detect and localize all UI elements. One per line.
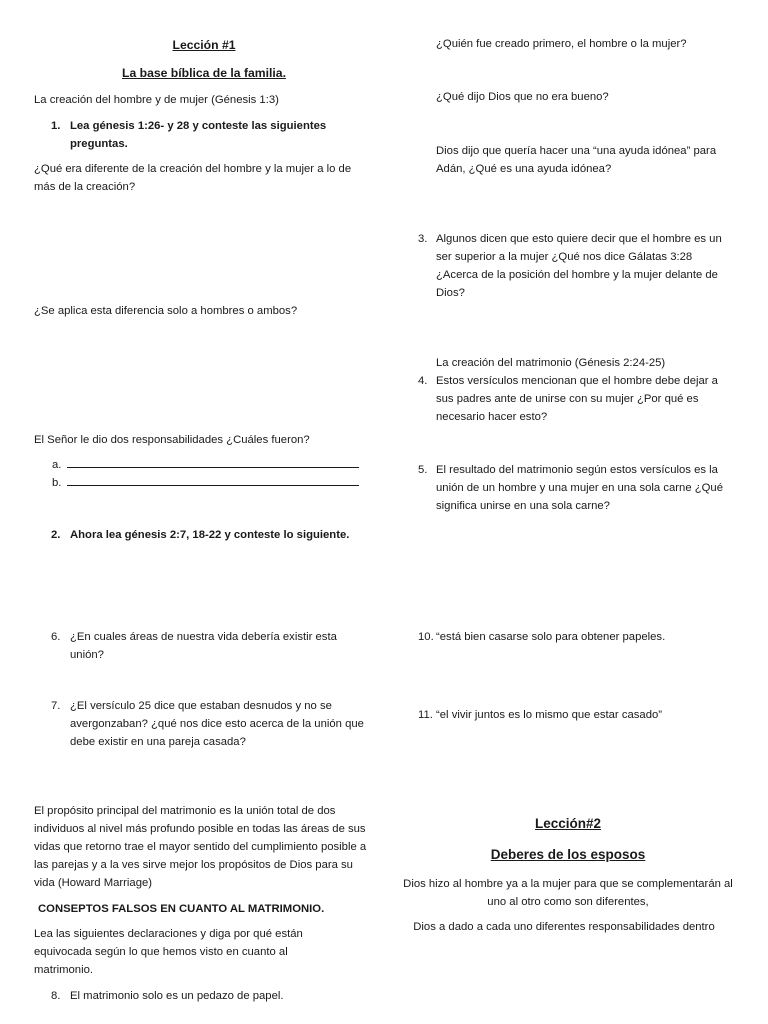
question-text: ¿El versículo 25 dice que estaban desnudos y no se avergonzaban? ¿qué nos dice esto acerca de la unión que debe existir en una pareja casada? — [70, 700, 364, 748]
paragraph-difference: ¿Qué era diferente de la creación del hombre y la mujer a lo de más de la creación? — [34, 163, 352, 193]
lesson-1-title: Lección #1 — [172, 38, 236, 52]
question-number: 7. — [51, 700, 61, 712]
question-number: 10. — [418, 631, 434, 643]
question-text: ¿En cuales áreas de nuestra vida debería existir esta unión? — [70, 631, 337, 661]
question-2 — [34, 526, 374, 544]
answer-line-b — [34, 474, 392, 492]
question-11 — [412, 706, 742, 724]
lesson-2-subtitle: Deberes de los esposos — [490, 847, 646, 862]
question-1 — [34, 117, 374, 153]
question-number: 3. — [418, 233, 428, 245]
false-concepts-heading: CONSEPTOS FALSOS EN CUANTO AL MATRIMONIO. — [38, 903, 325, 915]
question-number: 5. — [418, 464, 428, 476]
question-number: 6. — [51, 631, 61, 643]
question-not-good: ¿Qué dijo Dios que no era bueno? — [436, 91, 609, 103]
instructions-paragraph: Lea las siguientes declaraciones y diga por qué están equivocada según lo que hemos visto en cuanto al matrimonio. — [34, 928, 303, 976]
question-number: 2. — [51, 529, 61, 541]
lesson-2-paragraph-1: Dios hizo al hombre ya a la mujer para que se complementarán al uno al otro como son diferentes, — [403, 878, 733, 908]
question-3 — [412, 230, 742, 302]
question-5 — [412, 461, 742, 515]
question-text: Ahora lea génesis 2:7, 18-22 y conteste lo siguiente. — [70, 529, 350, 541]
question-8 — [34, 987, 374, 1005]
question-created-first: ¿Quién fue creado primero, el hombre o la mujer? — [436, 38, 687, 50]
answer-label: b. — [52, 477, 62, 489]
question-ayuda-idonea: Dios dijo que quería hacer una “una ayuda idónea” para Adán, ¿Qué es una ayuda idónea? — [436, 145, 717, 175]
question-7 — [34, 697, 374, 751]
question-text: El matrimonio solo es un pedazo de papel. — [70, 990, 284, 1002]
blank-line — [67, 456, 359, 468]
paragraph-responsibilities: El Señor le dio dos responsabilidades ¿Cuáles fueron? — [34, 434, 310, 446]
question-text: Algunos dicen que esto quiere decir que el hombre es un ser superior a la mujer ¿Qué nos dice Gálatas 3:28 ¿Acerca de la posición del hombre y la mujer delante de Dios? — [436, 233, 722, 299]
intro-text: La creación del hombre y de mujer (Génesis 1:3) — [34, 94, 279, 106]
answer-label: a. — [52, 459, 62, 471]
question-number: 11. — [418, 709, 433, 721]
purpose-paragraph: El propósito principal del matrimonio es la unión total de dos individuos al nivel más profundo posible en todas las áreas de sus vidas que retorno trae el mayor sentido del cumplimiento posible a las parejas y a la ves sirve mejor los propósitos de Dios para su vida (Howard Marriage) — [34, 805, 367, 889]
lesson-2-paragraph-2: Dios a dado a cada uno diferentes responsabilidades dentro — [413, 921, 715, 933]
blank-line — [67, 474, 359, 486]
marriage-creation-heading: La creación del matrimonio (Génesis 2:24-25) — [436, 357, 666, 369]
question-text: “el vivir juntos es lo mismo que estar casado” — [436, 709, 663, 721]
question-text: El resultado del matrimonio según estos versículos es la unión de un hombre y una mujer en una sola carne ¿Qué significa unirse en una sola carne? — [436, 464, 723, 512]
question-number: 4. — [418, 375, 428, 387]
question-text: Estos versículos mencionan que el hombre debe dejar a sus padres ante de unirse con su mujer ¿Por qué es necesario hacer esto? — [436, 375, 718, 423]
question-6 — [34, 628, 374, 664]
question-text: “está bien casarse solo para obtener papeles. — [436, 631, 666, 643]
lesson-1-subtitle: La base bíblica de la familia. — [122, 66, 286, 80]
question-number: 1. — [51, 120, 61, 132]
question-4 — [412, 372, 742, 426]
question-10 — [412, 628, 742, 646]
paragraph-applies: ¿Se aplica esta diferencia solo a hombres o ambos? — [34, 305, 298, 317]
question-text: Lea génesis 1:26- y 28 y conteste las siguientes preguntas. — [70, 120, 327, 150]
lesson-2-title: Lección#2 — [534, 816, 602, 831]
question-number: 8. — [51, 990, 61, 1002]
answer-line-a — [34, 456, 392, 474]
